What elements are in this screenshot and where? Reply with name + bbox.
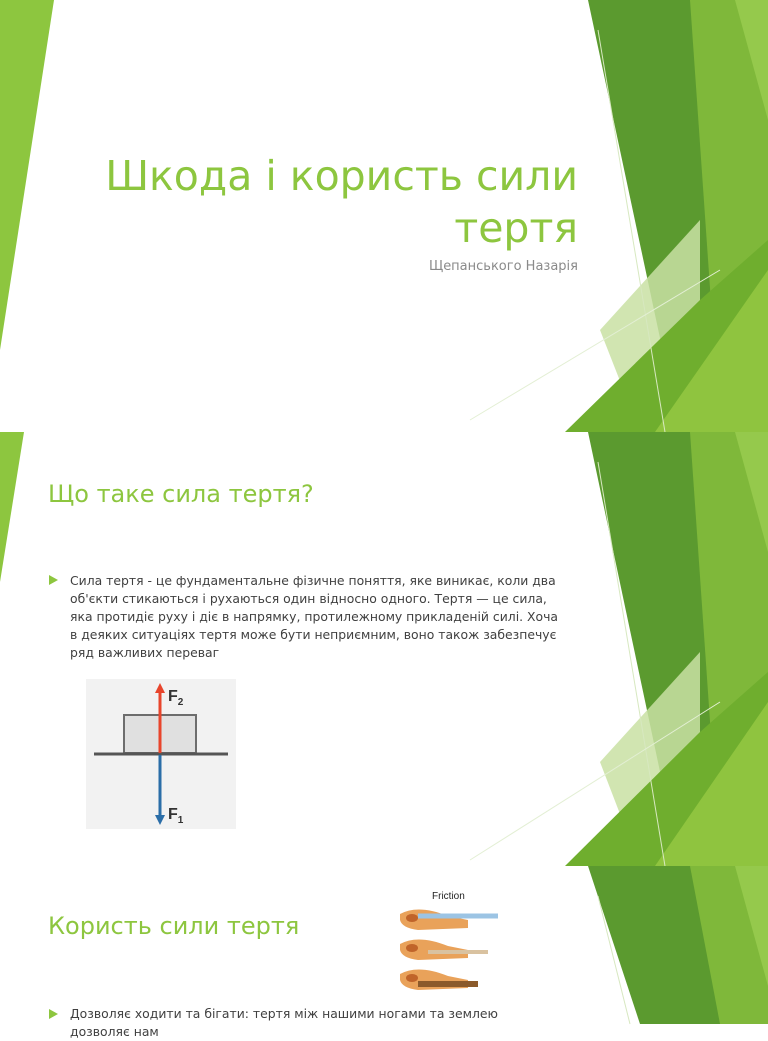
slide-what-is-friction (0, 432, 768, 866)
foot-3 (400, 969, 478, 990)
slide-title-text: Шкода і користь сили тертя (105, 152, 578, 252)
foot-1 (400, 909, 498, 930)
slide-subtitle: Щепанського Назарія (428, 259, 578, 274)
label-f2: $F_2$ (168, 688, 184, 708)
slide-heading: Що таке сила тертя? (48, 480, 314, 508)
label-f1: $F_1$ (168, 806, 184, 826)
bullet-arrow-icon (48, 1008, 60, 1020)
foot-2 (400, 939, 488, 960)
friction-figure (398, 876, 516, 996)
left-green-stripe (0, 432, 24, 582)
force-diagram (86, 679, 236, 829)
arrow-down-head-icon (155, 815, 165, 825)
figure-title: Friction (432, 891, 465, 902)
slide-title (0, 0, 768, 432)
left-green-stripe (0, 0, 54, 350)
bullet-arrow-icon (48, 574, 60, 586)
slide-decoration (0, 866, 768, 1024)
slide-heading: Користь сили тертя (48, 912, 300, 940)
arrow-up-head-icon (155, 683, 165, 693)
bullet-text: Дозволяє ходити та бігати: тертя між нашими ногами та землею дозволяє нам (70, 1006, 498, 1039)
bullet-text: Сила тертя - це фундаментальне фізичне поняття, яке виникає, коли два об'єкти стикаються і рухаються один відносно одного. Тертя — це сила, яка протидіє руху і діє в напрямку, протилежному прикладеній силі. Хоча в деяких ситуаціях тертя може бути неприємним, воно також забезпечує ряд важливих переваг (70, 573, 559, 660)
slide-benefits (0, 866, 768, 1039)
